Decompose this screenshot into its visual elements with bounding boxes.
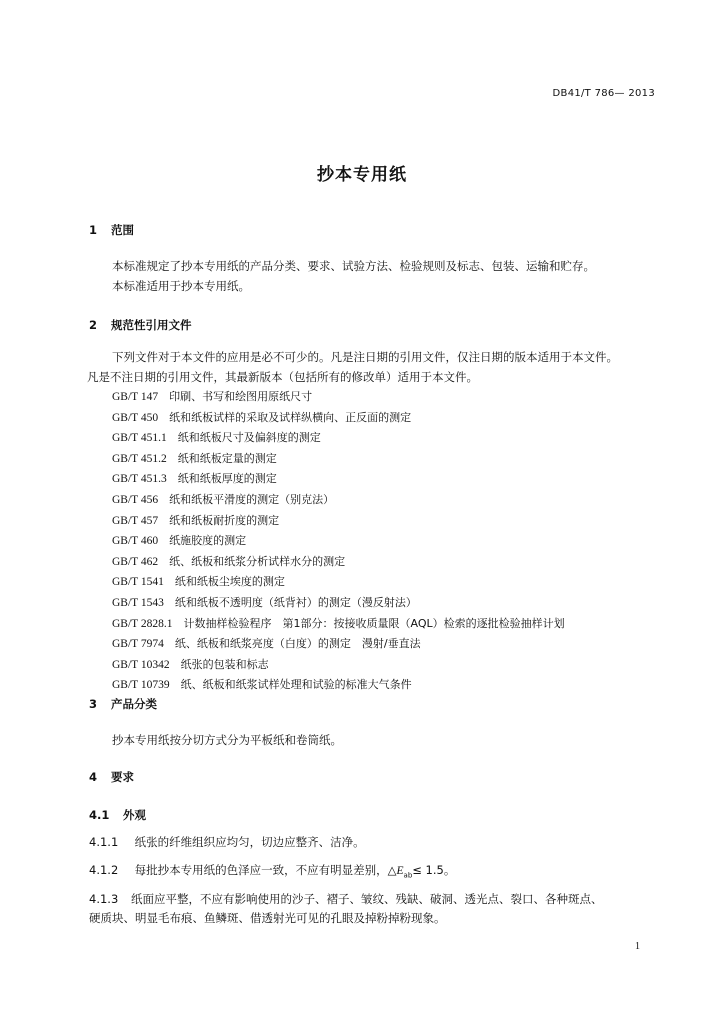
formula-subscript: ab xyxy=(403,871,413,880)
reference-code: GB/T 450 xyxy=(112,411,159,424)
clause-text: ≤ 1.5。 xyxy=(412,863,456,877)
reference-code: GB/T 147 xyxy=(112,391,159,403)
reference-title: 纸和纸板尘埃度的测定 xyxy=(174,575,285,589)
reference-title: 纸张的包装和标志 xyxy=(180,657,269,671)
reference-title: 纸、纸板和纸浆试样处理和试验的标准大气条件 xyxy=(180,678,412,692)
reference-list xyxy=(112,387,565,696)
reference-item xyxy=(112,593,565,614)
paragraph: 凡是不注日期的引用文件，其最新版本（包括所有的修改单）适用于本文件。 xyxy=(87,369,478,384)
reference-code: GB/T 451.2 xyxy=(112,452,167,465)
reference-item xyxy=(112,490,565,511)
paragraph: 下列文件对于本文件的应用是必不可少的。凡是注日期的引用文件，仅注日期的版本适用于本文件。 xyxy=(112,350,618,364)
clause-number: 4.1.1 xyxy=(89,835,119,849)
section-2-heading xyxy=(89,317,192,333)
section-title: 规范性引用文件 xyxy=(111,318,192,332)
reference-title: 纸和纸板耐折度的测定 xyxy=(169,513,280,527)
reference-code: GB/T 462 xyxy=(112,555,159,568)
clause-4-1-2 xyxy=(89,859,659,886)
clause-text: 硬质块、明显毛布痕、鱼鳞斑、借透射光可见的孔眼及掉粉掉粉现象。 xyxy=(89,911,446,925)
reference-item xyxy=(112,655,565,676)
reference-item xyxy=(112,552,565,573)
reference-title: 纸和纸板试样的采取及试样纵横向、正反面的测定 xyxy=(169,410,412,424)
clause-number: 4.1.2 xyxy=(89,863,119,877)
section-3-body xyxy=(89,731,669,751)
reference-code: GB/T 456 xyxy=(112,493,159,506)
reference-item xyxy=(112,614,565,635)
reference-item xyxy=(112,449,565,470)
formula-symbol: E xyxy=(396,865,404,877)
subsection-number: 4.1 xyxy=(89,808,110,822)
reference-code: GB/T 1541 xyxy=(112,576,164,589)
reference-title: 纸施胶度的测定 xyxy=(169,534,247,548)
paragraph: 本标准规定了抄本专用纸的产品分类、要求、试验方法、检验规则及标志、包装、运输和贮存。 xyxy=(112,259,595,273)
reference-item xyxy=(112,511,565,532)
section-title: 产品分类 xyxy=(111,697,158,711)
reference-code: GB/T 451.3 xyxy=(112,473,167,486)
reference-title: 纸和纸板平滑度的测定（别克法） xyxy=(169,492,335,506)
section-1-heading xyxy=(89,222,134,238)
reference-item xyxy=(112,387,565,408)
standard-code: DB41/T 786— 2013 xyxy=(552,88,655,99)
reference-item xyxy=(112,408,565,429)
subsection-4-1-heading xyxy=(89,804,659,826)
page-number: 1 xyxy=(635,941,640,952)
reference-title: 纸、纸板和纸浆亮度（白度）的测定 漫射/垂直法 xyxy=(174,637,421,651)
paragraph: 本标准适用于抄本专用纸。 xyxy=(112,278,250,293)
clause-text: 每批抄本专用纸的色泽应一致，不应有明显差别，△ xyxy=(134,863,397,877)
reference-code: GB/T 457 xyxy=(112,514,159,527)
section-3-heading xyxy=(89,696,157,712)
section-4-heading xyxy=(89,769,134,785)
section-2-intro xyxy=(89,348,689,387)
reference-title: 纸和纸板尺寸及偏斜度的测定 xyxy=(177,431,321,445)
paragraph: 抄本专用纸按分切方式分为平板纸和卷筒纸。 xyxy=(112,733,342,747)
clause-text: 纸面应平整，不应有影响使用的沙子、褶子、皱纹、残缺、破洞、透光点、裂口、各种斑点、 xyxy=(131,892,603,906)
section-title: 范围 xyxy=(111,223,135,237)
reference-title: 纸和纸板厚度的测定 xyxy=(177,472,277,486)
reference-code: GB/T 1543 xyxy=(112,596,164,609)
reference-code: GB/T 451.1 xyxy=(112,432,167,445)
clause-number: 4.1.3 xyxy=(89,892,119,906)
reference-title: 计数抽样检验程序 第1部分：按接收质量限（AQL）检索的逐批检验抽样计划 xyxy=(183,616,565,630)
section-title: 要求 xyxy=(111,770,135,784)
clause-4-1-3 xyxy=(89,888,669,929)
reference-code: GB/T 10739 xyxy=(112,679,170,692)
reference-code: GB/T 460 xyxy=(112,535,159,548)
reference-code: GB/T 10342 xyxy=(112,658,170,671)
reference-item xyxy=(112,675,565,696)
section-number: 4 xyxy=(89,770,98,784)
reference-item xyxy=(112,634,565,655)
reference-title: 纸、纸板和纸浆分析试样水分的测定 xyxy=(169,554,346,568)
clause-4-1-1 xyxy=(89,831,659,853)
reference-item xyxy=(112,572,565,593)
section-number: 1 xyxy=(89,223,98,237)
reference-item xyxy=(112,469,565,490)
reference-code: GB/T 2828.1 xyxy=(112,617,173,630)
section-number: 2 xyxy=(89,318,98,332)
section-number: 3 xyxy=(89,697,98,711)
reference-title: 印刷、书写和绘图用原纸尺寸 xyxy=(169,390,313,403)
subsection-title: 外观 xyxy=(123,808,147,822)
page-title: 抄本专用纸 xyxy=(317,165,407,185)
section-1-body xyxy=(89,257,669,296)
reference-code: GB/T 7974 xyxy=(112,638,164,651)
reference-title: 纸和纸板定量的测定 xyxy=(177,451,277,465)
reference-item xyxy=(112,531,565,552)
reference-item xyxy=(112,428,565,449)
clause-text: 纸张的纤维组织应均匀，切边应整齐、洁净。 xyxy=(134,835,365,849)
reference-title: 纸和纸板不透明度（纸背衬）的测定（漫反射法） xyxy=(174,595,417,609)
